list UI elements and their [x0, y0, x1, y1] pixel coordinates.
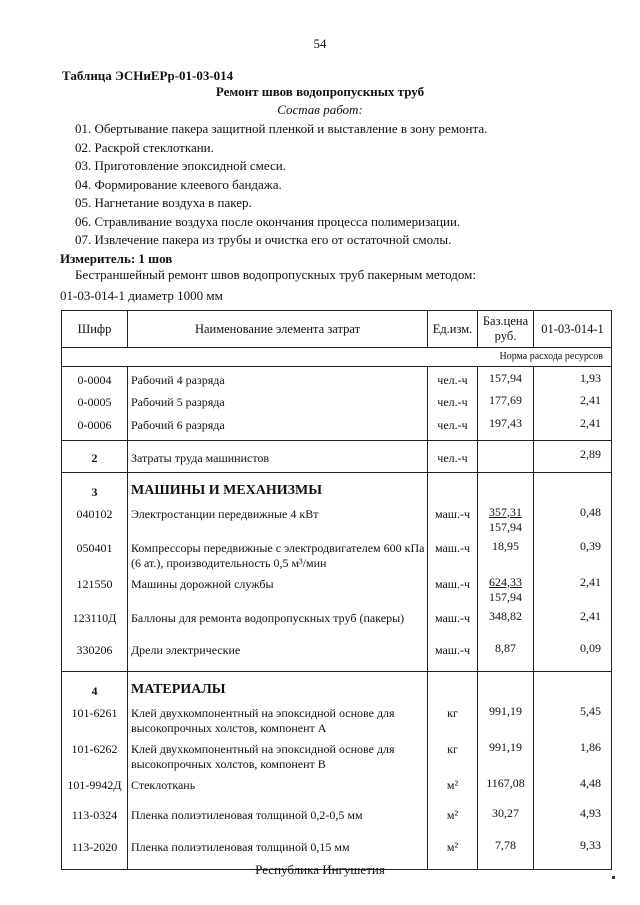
cell-norm: 2,41	[534, 605, 612, 637]
section-row-materials	[62, 672, 612, 700]
cell-unit: маш.-ч	[428, 605, 478, 637]
page-number: 54	[313, 36, 327, 51]
cell-price: 991,19	[478, 700, 534, 736]
cell-price: 991,19	[478, 736, 534, 772]
header-norm: 01-03-014-1	[534, 311, 612, 348]
cell-unit: маш.-ч	[428, 637, 478, 672]
header-price: Баз.цена руб.	[478, 311, 534, 348]
work-item: 01. Обертывание пакера защитной пленкой и выставление в зону ремонта.	[75, 121, 488, 136]
cell-name: Компрессоры передвижные с электродвигателем 600 кПа (6 ат.), производительность 0,5 м³/мин	[128, 535, 428, 571]
cell-name: Дрели электрические	[128, 637, 428, 672]
cell-code: 0-0004	[62, 367, 128, 389]
method-description: Бестраншейный ремонт швов водопропускных труб пакерным методом:	[75, 267, 476, 282]
table-row	[62, 571, 612, 605]
table-row	[62, 501, 612, 535]
cell-code: 123110Д	[62, 605, 128, 637]
cell-code: 113-0324	[62, 802, 128, 834]
cell-price	[478, 441, 534, 473]
cell-norm: 0,09	[534, 637, 612, 672]
table-header-row	[62, 311, 612, 348]
section-number: 4	[62, 672, 128, 700]
norm-caption-row	[62, 348, 612, 367]
cell-code: 040102	[62, 501, 128, 535]
cell-price: 177,69	[478, 389, 534, 412]
cell-norm: 2,41	[534, 571, 612, 605]
cell-name: Рабочий 6 разряда	[128, 412, 428, 441]
cell-unit: маш.-ч	[428, 535, 478, 571]
cell-unit: кг	[428, 736, 478, 772]
work-composition-title: Состав работ:	[277, 102, 363, 117]
norm-code-line: 01-03-014-1 диаметр 1000 мм	[60, 288, 223, 303]
cell-norm: 2,41	[534, 389, 612, 412]
cell-code: 101-6261	[62, 700, 128, 736]
cell-unit: чел.-ч	[428, 441, 478, 473]
cell-norm: 0,48	[534, 501, 612, 535]
cell-norm: 9,33	[534, 834, 612, 870]
cell-unit: чел.-ч	[428, 367, 478, 389]
cell-unit: м²	[428, 802, 478, 834]
cell-code: 0-0005	[62, 389, 128, 412]
cell-norm: 1,86	[534, 736, 612, 772]
cell-name: Электростанции передвижные 4 кВт	[128, 501, 428, 535]
cell-code: 0-0006	[62, 412, 128, 441]
scan-mark	[612, 876, 615, 879]
cell-name: Клей двухкомпонентный на эпоксидной основе для высокопрочных холстов, компонент В	[128, 736, 428, 772]
cell-unit: маш.-ч	[428, 501, 478, 535]
table-row	[62, 389, 612, 412]
cell-code: 330206	[62, 637, 128, 672]
header-code: Шифр	[62, 311, 128, 348]
cell-price: 30,27	[478, 802, 534, 834]
header-name: Наименование элемента затрат	[128, 311, 428, 348]
table-row	[62, 802, 612, 834]
norm-caption: Норма расхода ресурсов	[62, 348, 612, 367]
cell-norm: 0,39	[534, 535, 612, 571]
cell-norm: 1,93	[534, 367, 612, 389]
cell-name: Стеклоткань	[128, 772, 428, 802]
work-item: 07. Извлечение пакера из трубы и очистка его от остаточной смолы.	[75, 232, 452, 247]
cell-code: 101-9942Д	[62, 772, 128, 802]
cell-price: 8,87	[478, 637, 534, 672]
table-row	[62, 412, 612, 441]
machinist-row	[62, 441, 612, 473]
cell-name: Пленка полиэтиленовая толщиной 0,15 мм	[128, 834, 428, 870]
resource-table	[61, 310, 612, 870]
cell-code: 050401	[62, 535, 128, 571]
header-unit: Ед.изм.	[428, 311, 478, 348]
table-row	[62, 637, 612, 672]
cell-price: 624,33	[489, 574, 522, 589]
cell-name: Баллоны для ремонта водопропускных труб (пакеры)	[128, 605, 428, 637]
cell-unit: кг	[428, 700, 478, 736]
cell-price: 7,78	[478, 834, 534, 870]
cell-norm: 5,45	[534, 700, 612, 736]
work-item: 05. Нагнетание воздуха в пакер.	[75, 195, 252, 210]
cell-name: Затраты труда машинистов	[128, 441, 428, 473]
cell-norm: 2,41	[534, 412, 612, 441]
cell-unit: м²	[428, 772, 478, 802]
cell-norm: 2,89	[534, 441, 612, 473]
cell-unit: маш.-ч	[428, 571, 478, 605]
cell-name: Пленка полиэтиленовая толщиной 0,2-0,5 мм	[128, 802, 428, 834]
work-list	[75, 120, 487, 250]
table-row	[62, 367, 612, 389]
work-item: 03. Приготовление эпоксидной смеси.	[75, 158, 286, 173]
cell-code: 121550	[62, 571, 128, 605]
meter-label: Измеритель: 1 шов	[60, 251, 173, 266]
cell-unit: чел.-ч	[428, 412, 478, 441]
cell-price: 348,82	[478, 605, 534, 637]
cell-name: Клей двухкомпонентный на эпоксидной основе для высокопрочных холстов, компонент А	[128, 700, 428, 736]
cell-name: Рабочий 5 разряда	[128, 389, 428, 412]
section-title: МАШИНЫ И МЕХАНИЗМЫ	[128, 473, 428, 501]
cell-code: 2	[62, 441, 128, 473]
work-item: 06. Стравливание воздуха после окончания процесса полимеризации.	[75, 213, 461, 229]
table-row	[62, 535, 612, 571]
page-footer: Республика Ингушетия	[255, 862, 385, 877]
cell-unit: м²	[428, 834, 478, 870]
cell-norm: 4,93	[534, 802, 612, 834]
table-row	[62, 772, 612, 802]
table-row	[62, 736, 612, 772]
cell-name: Рабочий 4 разряда	[128, 367, 428, 389]
cell-price-secondary: 157,94	[489, 519, 522, 534]
section-title: МАТЕРИАЛЫ	[128, 672, 428, 700]
cell-price: 18,95	[478, 535, 534, 571]
cell-norm: 4,48	[534, 772, 612, 802]
cell-code: 101-6262	[62, 736, 128, 772]
table-row	[62, 605, 612, 637]
table-row	[62, 700, 612, 736]
cell-price-secondary: 157,94	[489, 589, 522, 604]
cell-price: 357,31	[489, 504, 522, 519]
cell-unit: чел.-ч	[428, 389, 478, 412]
cell-price: 197,43	[478, 412, 534, 441]
table-title: Таблица ЭСНиЕРр-01-03-014	[62, 68, 234, 83]
section-row-machines	[62, 473, 612, 501]
section-number: 3	[62, 473, 128, 501]
cell-code: 113-2020	[62, 834, 128, 870]
cell-price: 1167,08	[478, 772, 534, 802]
work-item: 04. Формирование клеевого бандажа.	[75, 176, 282, 192]
document-heading: Ремонт швов водопропускных труб	[215, 84, 425, 99]
cell-price: 157,94	[478, 367, 534, 389]
work-item: 02. Раскрой стеклоткани.	[75, 139, 214, 155]
cell-name: Машины дорожной службы	[128, 571, 428, 605]
